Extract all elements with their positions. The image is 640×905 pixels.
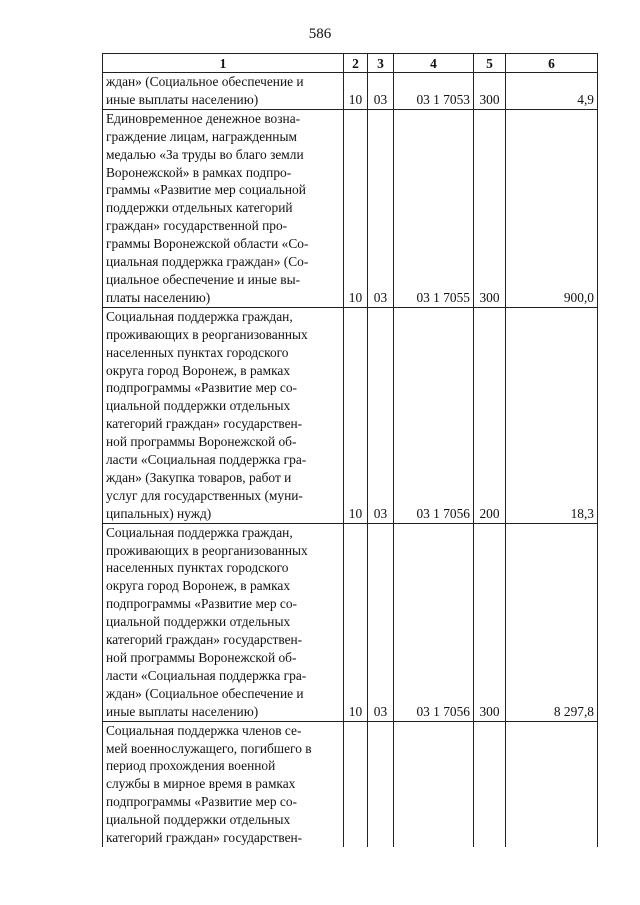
description-line: Социальная поддержка граждан,	[106, 308, 293, 324]
description-line: период прохождения военной	[106, 758, 276, 774]
description-line: ной программы Воронежской об-	[106, 650, 297, 665]
description-line: категорий граждан» государствен-	[106, 830, 303, 846]
row-expense-type: 300	[474, 109, 506, 307]
description-line: населенных пунктах городского	[106, 344, 289, 360]
row-section: 10	[344, 307, 368, 523]
row-target-code: 03 1 7056	[394, 523, 474, 721]
row-expense-type: 300	[474, 73, 506, 110]
description-line: населенных пунктах городского	[106, 560, 289, 576]
description-line: категорий граждан» государствен-	[106, 632, 303, 648]
row-description	[103, 523, 344, 721]
description-line: медалью «За труды во благо земли	[106, 146, 304, 162]
description-line: службы в мирное время в рамках	[106, 776, 296, 792]
row-section: 10	[344, 73, 368, 110]
row-subsection: 03	[368, 523, 394, 721]
row-subsection: 03	[368, 73, 394, 110]
table-header-row	[103, 54, 598, 73]
column-header-expense-type: 5	[474, 54, 506, 73]
row-target-code: 03 1 7053	[394, 73, 474, 110]
description-line: циальная поддержка граждан» (Со-	[106, 254, 309, 270]
column-header-target: 4	[394, 54, 474, 73]
row-expense-type	[474, 721, 506, 847]
description-line: циальной поддержки отдельных	[106, 398, 291, 414]
description-line: мей военнослужащего, погибшего в	[106, 740, 312, 756]
description-line: подпрограммы «Развитие мер со-	[106, 380, 297, 396]
description-line: циальное обеспечение и иные вы-	[106, 271, 301, 287]
description-line: Социальная поддержка членов се-	[106, 722, 302, 738]
row-amount: 4,9	[506, 73, 598, 110]
row-subsection: 03	[368, 109, 394, 307]
row-expense-type: 200	[474, 307, 506, 523]
description-line: ждан» (Социальное обеспечение и	[106, 685, 304, 701]
description-line: ласти «Социальная поддержка гра-	[106, 667, 307, 683]
table-row	[103, 307, 598, 523]
page-number: 586	[308, 26, 332, 42]
row-section: 10	[344, 109, 368, 307]
description-line: граммы Воронежской области «Со-	[106, 236, 309, 252]
table-row	[103, 73, 598, 110]
row-description	[103, 721, 344, 847]
row-target-code: 03 1 7056	[394, 307, 474, 523]
row-amount: 8 297,8	[506, 523, 598, 721]
row-section: 10	[344, 523, 368, 721]
description-line: иные выплаты населению)	[106, 703, 259, 719]
description-line: поддержки отдельных категорий	[106, 200, 293, 216]
column-header-description: 1	[103, 54, 344, 73]
row-target-code	[394, 721, 474, 847]
description-line: ласти «Социальная поддержка гра-	[106, 452, 307, 468]
description-line: циальной поддержки отдельных	[106, 614, 291, 630]
table-row	[103, 721, 598, 847]
table-row	[103, 523, 598, 721]
description-line: Воронежской» в рамках подпро-	[106, 164, 292, 180]
description-line: подпрограммы «Развитие мер со-	[106, 596, 297, 612]
description-line: ной программы Воронежской об-	[106, 434, 297, 450]
column-header-subsection: 3	[368, 54, 394, 73]
row-section	[344, 721, 368, 847]
row-amount: 900,0	[506, 109, 598, 307]
description-line: иные выплаты населению)	[106, 91, 259, 107]
description-line: подпрограммы «Развитие мер со-	[106, 794, 297, 810]
description-line: граждение лицам, награжденным	[106, 128, 297, 144]
row-expense-type: 300	[474, 523, 506, 721]
row-amount	[506, 721, 598, 847]
budget-table	[102, 53, 598, 847]
row-description	[103, 109, 344, 307]
description-line: платы населению)	[106, 289, 211, 305]
description-line: циальной поддержки отдельных	[106, 812, 291, 828]
description-line: ждан» (Закупка товаров, работ и	[106, 469, 292, 485]
column-header-amount: 6	[506, 54, 598, 73]
description-line: округа город Воронеж, в рамках	[106, 362, 291, 378]
description-line: ждан» (Социальное обеспечение и	[106, 74, 304, 89]
description-line: ципальных) нужд)	[106, 505, 212, 521]
description-line: услуг для государственных (муни-	[106, 487, 303, 503]
description-line: граммы «Развитие мер социальной	[106, 182, 306, 198]
description-line: Единовременное денежное возна-	[106, 110, 301, 126]
description-line: граждан» государственной про-	[106, 218, 288, 234]
description-line: Социальная поддержка граждан,	[106, 524, 293, 540]
description-line: проживающих в реорганизованных	[106, 326, 308, 342]
row-description	[103, 307, 344, 523]
row-subsection: 03	[368, 307, 394, 523]
row-description	[103, 73, 344, 110]
table-row	[103, 109, 598, 307]
row-target-code: 03 1 7055	[394, 109, 474, 307]
column-header-section: 2	[344, 54, 368, 73]
row-amount: 18,3	[506, 307, 598, 523]
description-line: проживающих в реорганизованных	[106, 542, 308, 558]
description-line: округа город Воронеж, в рамках	[106, 578, 291, 594]
description-line: категорий граждан» государствен-	[106, 416, 303, 432]
row-subsection	[368, 721, 394, 847]
